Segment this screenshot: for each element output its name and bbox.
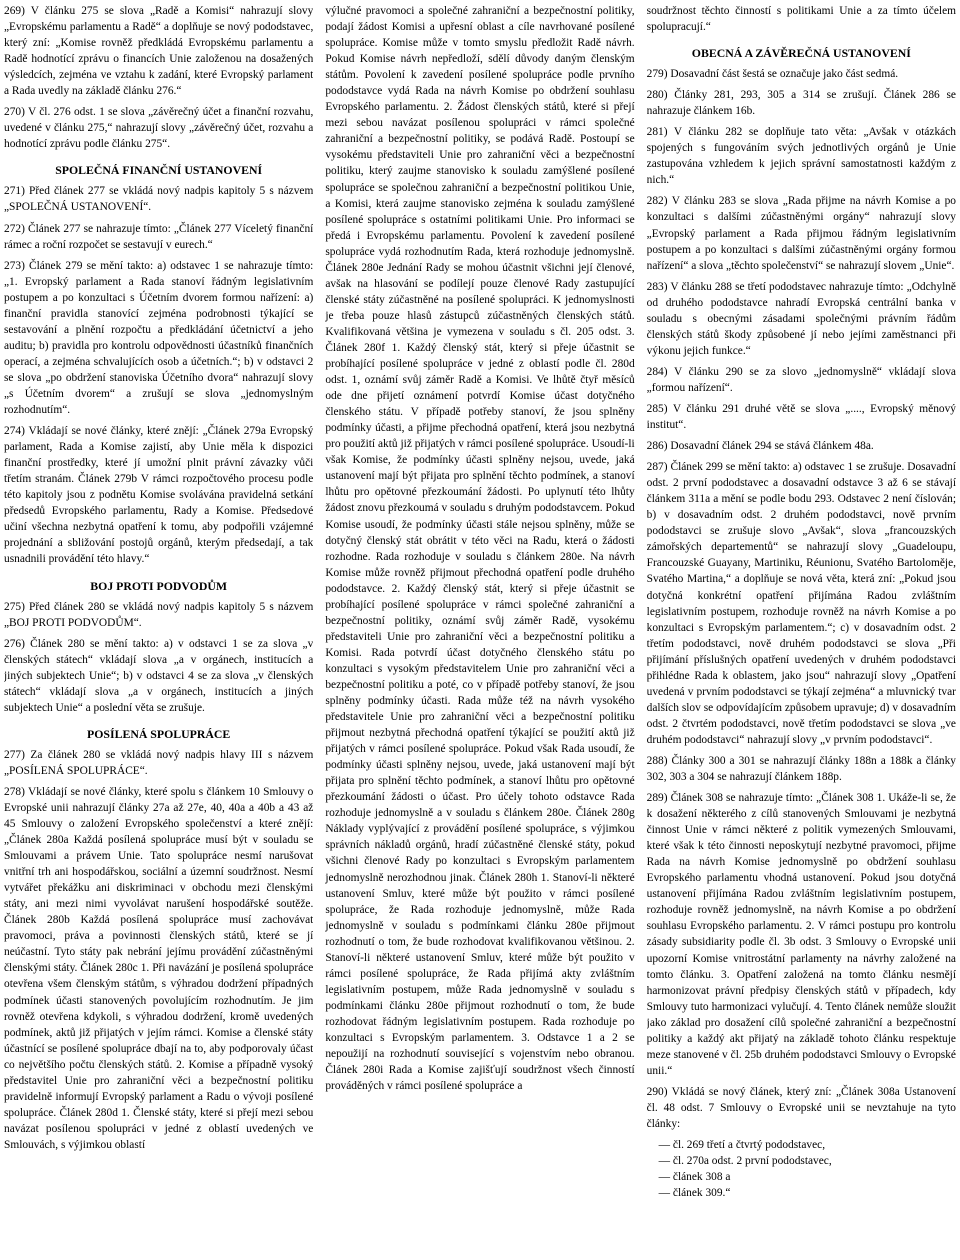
paragraph: 276) Článek 280 se mění takto: a) v odstavci 1 se za slova „v členských státech“ vkládají slova „a v orgánech, institucích a jiných subjektech Unie“; b) v odstavci 4 se za slova „v členských státech“ vkládají slova „a v orgánech, institucích a jiných subjektech Unie“ a poslední věta se zrušuje.: [4, 637, 314, 714]
paragraph: 269) V článku 275 se slova „Radě a Komisi“ nahrazují slovy „Evropskému parlamentu a Radě“ a doplňuje se nový pododstavec, který zní: „Komise rovněž předkládá Evropskému parlamentu a Radě hodnotící zprávu o financích Unie založenou na dosažených výsledcích, zejména ve vztahu k zadání, které Evropský parlament a Rada uvedly na základě článku 276.“: [4, 5, 314, 98]
paragraph: soudržnost těchto činností s politikami Unie a za tímto účelem spolupracují.“: [646, 5, 956, 34]
paragraph: 280) Články 281, 293, 305 a 314 se zrušují. Článek 286 se nahrazuje článkem 16b.: [646, 89, 956, 118]
article-list-item: — čl. 270a odst. 2 první pododstavec,: [658, 1155, 832, 1168]
paragraph: 286) Dosavadní článek 294 se stává článkem 48a.: [646, 440, 874, 453]
paragraph: 273) Článek 279 se mění takto: a) odstavec 1 se nahrazuje tímto: „1. Evropský parlament a Rada stanoví řádným legislativním postupem a po konzultaci s Účetním dvorem formou nařízení: a) finanční pravidla stanovící zejména podrobnosti týkající se sestavování a plnění rozpočtu a předkládání účetnictví a jeho auditu; b) pravidla pro kontrolu odpovědnosti účastníků finančních operací, a zejména schvalujících osob a účetních.“; b) v odstavci 2 se slova „po obdržení stanoviska Účetního dvora“ nahrazují slovy „s Účetním dvorem“ a zrušují se slova „jednomyslným rozhodnutím“.: [4, 259, 314, 417]
paragraph: 283) V článku 288 se třetí pododstavec nahrazuje tímto: „Odchylně od druhého pododstavce nahradí Evropská centrální banka v souladu s obecnými zásadami společnými právním řádům členských států škody způsobené jí nebo jejími zaměstnanci při výkonu jejich funkce.“: [646, 280, 956, 357]
article-list-item: — čl. 269 třetí a čtvrtý pododstavec,: [658, 1139, 826, 1152]
paragraph: 274) Vkládají se nové články, které znějí: „Článek 279a Evropský parlament, Rada a Komise zajistí, aby Unie měla k dispozici finanční prostředky, které jí umožní plnit právní závazky vůči třetím stranám. Článek 279b V rámci rozpočtového procesu podle této kapitoly jsou z podnětu Komise svolávána pravidelná setkání předsedů Evropského parlamentu, Rady a Komise. Předsedové učiní všechna nezbytná opatření k tomu, aby podpořili vzájemné projednání a sbližování postojů orgánů, kterým předsedají, a tak usnadnili provádění této hlavy.“: [4, 425, 314, 566]
paragraph: 277) Za článek 280 se vkládá nový nadpis hlavy III s názvem „POSÍLENÁ SPOLUPRÁCE“.: [4, 748, 314, 777]
article-list: [647, 1137, 956, 1201]
column-left: [4, 3, 313, 1260]
paragraph: 270) V čl. 276 odst. 1 se slova „závěrečný účet a finanční rozvahu, uvedené v článku 275,“ nahrazují slovy „závěrečný účet, rozvahu a hodnotící zprávu podle článku 275“.: [4, 106, 314, 151]
section-heading: SPOLEČNÁ FINANČNÍ USTANOVENÍ: [55, 163, 263, 178]
paragraph: 282) V článku 283 se slova „Rada přijme na návrh Komise a po konzultaci s dalšími zúčastněnými orgány“ nahrazují slovy „Evropský parlament a Rada přijmou řádným legislativním postupem a po konzultaci s dalšími zúčastněnými orgány formou nařízení“ a slova „těchto společenství“ se nahrazují slovem „Unie“.: [646, 195, 956, 272]
paragraph: 281) V článku 282 se doplňuje tato věta: „Avšak v otázkách spojených s fungováním svých jednotlivých orgánů je Unie zastupována vzhledem k jejich správní samostatnosti každým z nich.“: [646, 126, 956, 187]
paragraph: 278) Vkládají se nové články, které spolu s článkem 10 Smlouvy o Evropské unii nahrazují články 27a až 27e, 40, 40a a 40b a 43 až 45 Smlouvy o založení Evropského společenství a které znějí: „Článek 280a Každá posílená spolupráce musí být v souladu se Smlouvami a právem Unie. Tato spolupráce nesmí narušovat vnitřní trh ani hospodářskou, sociální a územní soudržnost. Nesmí vytvářet překážku ani diskriminaci v obchodu mezi členskými státy, ani mezi nimi vyvolávat narušení hospodářské soutěže. Článek 280b Každá posílená spolupráce musí zachovávat pravomoci, práva a povinnosti členských států, které se jí neúčastní. Tyto státy pak nebrání jejímu provádění zúčastněnými členskými státy. Článek 280c 1. Při navázání je posílená spolupráce otevřena všem členským státům, s výhradou dodržení případných podmínek účasti stanovených povolujícím rozhodnutím. Je jim rovněž otevřena kdykoli, s výhradou dodržení, kromě uvedených podmínek, aktů již přijatých v jejím rámci. Komise a členské státy účastnící se posílené spolupráce dbají na to, aby podporovaly účast co největšího počtu členských států. 2. Komise a případně vysoký představitel Unie pro zahraniční věci a bezpečnostní politiku pravidelně informují Evropský parlament a Radu o vývoji posílené spolupráce. Článek 280d 1. Členské státy, které si přejí mezi sebou navázat posílenou spolupráci v jedné z oblastí uvedených ve Smlouvách, s výjimkou oblastí: [4, 785, 314, 1151]
paragraph: 290) Vkládá se nový článek, který zní: „Článek 308a Ustanovení čl. 48 odst. 7 Smlouvy o Evropské unii se nevztahuje na tyto články:: [646, 1085, 956, 1130]
column-middle: [325, 3, 634, 1260]
paragraph: 275) Před článek 280 se vkládá nový nadpis kapitoly 5 s názvem „BOJ PROTI PODVODŮM“.: [4, 600, 314, 629]
column-right: [647, 3, 956, 1260]
paragraph: 271) Před článek 277 se vkládá nový nadpis kapitoly 5 s názvem „SPOLEČNÁ USTANOVENÍ“.: [4, 185, 314, 214]
article-list-item: — článek 309.“: [658, 1187, 731, 1200]
section-heading: BOJ PROTI PODVODŮM: [90, 578, 228, 593]
article-list-item: — článek 308 a: [658, 1171, 731, 1184]
paragraph: 285) V článku 291 druhé větě se slova „...., Evropský měnový institut“.: [646, 402, 956, 432]
paragraph: 288) Články 300 a 301 se nahrazují články 188n a 188k a články 302, 303 a 304 se nahrazují článkem 188p.: [646, 754, 956, 784]
section-heading: OBECNÁ A ZÁVĚREČNÁ USTANOVENÍ: [691, 46, 911, 61]
section-heading: POSÍLENÁ SPOLUPRÁCE: [87, 726, 231, 741]
paragraph: 287) Článek 299 se mění takto: a) odstavec 1 se zrušuje. Dosavadní odst. 2 první pododstavec a dosavadní odstavce 3 až 6 se stávají článkem 311a a mění se podle bodu 293. Odstavec 2 není číslován; b) v dosavadním odst. 2 druhém pododstavci, nově prvním pododstavci se zrušuje slovo „Avšak“, slova „francouzských zámořských departementů“ se nahrazují slovy „Guadeloupu, Francouzské Guayany, Martiniku, Réunionu, Svatého Bartoloměje, Svatého Martina,“ a doplňuje se nová věta, která zní: „Pokud jsou dotyčná konkrétní opatření přijímána Radou zvláštním legislativním postupem, rozhoduje rovněž na návrh Komise a po konzultaci s Evropským parlamentem.“; c) v dosavadním odst. 2 třetím pododstavci, nově druhém pododstavci se slova „Při přijímání příslušných opatření uvedených v druhém pododstavci přihlédne Rada k oblastem, jako jsou“ nahrazují slovy „Opatření uvedená v prvním pododstavci se týkají zejména“ a mluvnický tvar dalších slov se odpovídajícím způsobem upravuje; d) v dosavadním odst. 2 čtvrtém pododstavci, nově třetím pododstavci se slova „ve druhém pododstavci“ nahrazují slovy „v prvním pododstavci“.: [646, 461, 956, 746]
paragraph: 272) Článek 277 se nahrazuje tímto: „Článek 277 Víceletý finanční rámec a roční rozpočet se sestavují v eurech.“: [4, 222, 314, 251]
paragraph: výlučné pravomoci a společné zahraniční a bezpečnostní politiky, podají žádost Komisi a upřesní oblast a cíle navrhované posílené spolupráce. Komise může v tomto smyslu předložit Radě návrh. Pokud Komise návrh nepředloží, sdělí důvody daným členským státům. Povolení k zavedení posílené spolupráce podle prvního pododstavce vydá Rada na návrh Komise po obdržení souhlasu Evropského parlamentu. 2. Žádost členských států, které si přejí mezi sebou navázat posílenou spolupráci v rámci společné zahraniční a bezpečnostní politiky, se podává Radě. Postoupí se vysokému představiteli Unie pro zahraniční věci a bezpečnostní politiku, který zaujme stanovisko k souladu zamýšlené posílené spolupráce se společnou zahraniční a bezpečnostní politikou Unie, a Komisi, která zaujme stanovisko zejména k souladu zamýšlené posílené spolupráce s ostatními politikami Unie. Pro informaci se předá i Evropskému parlamentu. Povolení k zavedení posílené spolupráce vydá rozhodnutím Rada, která rozhoduje jednomyslně. Článek 280e Jednání Rady se mohou účastnit všichni její členové, avšak na hlasování se podílejí pouze členové Rady zastupující členské státy zúčastněné na posílené spolupráci. K jednomyslnosti je třeba pouze hlasů zástupců zúčastněných členských států. Kvalifikovaná většina je vymezena v souladu s čl. 205 odst. 3. Článek 280f 1. Každý členský stát, který si přeje účastnit se probíhající posílené spolupráce v jedné z oblastí podle čl. 280d odst. 1, oznámí svůj záměr Radě a Komisi. Ve lhůtě čtyř měsíců ode dne přijetí oznámení potvrdí Komise účast dotyčného členského státu. V případě potřeby stanoví, že jsou splněny podmínky účasti, a přijme přechodná opatření, která jsou nezbytná pro použití aktů již přijatých v rámci posílené spolupráce. Usoudí-li však Komise, že podmínky účasti splněny nejsou, uvede, jaká ustanovení mají být přijata pro splnění těchto podmínek, a stanoví lhůtu pro opětovné přezkoumání žádosti. Po uplynutí této lhůty žádost znovu přezkoumá v souladu s druhým pododstavcem. Pokud Komise usoudí, že podmínky účasti stále nejsou splněny, může se dotyčný členský stát obrátit v této věci na Radu, která o žádosti rozhodne. Rada rozhoduje v souladu s článkem 280e. Na návrh Komise může rovněž přijmout přechodná opatření podle druhého pododstavce. 2. Každý členský stát, který si přeje účastnit se probíhající posílené spolupráce v rámci společné zahraniční a bezpečnostní politiky, oznámí svůj záměr Radě, vysokému představiteli Unie pro zahraniční věci a bezpečnostní politiku a Komisi. Rada potvrdí účast dotyčného členského státu po konzultaci s vysokým představitelem Unie pro zahraniční věci a bezpečnostní politiku a poté, co v případě potřeby stanoví, že jsou splněny podmínky účasti. Rada může též na návrh vysokého představitele Unie pro zahraniční věci a bezpečnostní politiku přijmout nezbytná přechodná opatření týkající se použití aktů již přijatých v rámci posílené spolupráce. Pokud však Rada usoudí, že podmínky účasti splněny nejsou, uvede, jaká ustanovení mají být přijata pro splnění těchto podmínek, a stanoví lhůtu pro opětovné přezkoumání žádosti o účast. Pro účely tohoto odstavce Rada rozhoduje jednomyslně a v souladu s článkem 280e. Článek 280g Náklady vyplývající z provádění posílené spolupráce, s výjimkou správních nákladů orgánů, hradí zúčastněné členské státy, pokud všichni členové Rady po konzultaci s Evropským parlamentem jednomyslně nerozhodnou jinak. Článek 280h 1. Stanoví-li některé ustanovení Smluv, které může být použito v rámci posílené spolupráce, že Rada rozhoduje jednomyslně, může Rada jednomyslně v souladu s podmínkami článku 280e přijmout rozhodnutí o tom, že bude rozhodovat kvalifikovanou většinou. 2. Stanoví-li některé ustanovení Smluv, které může být použito v rámci posílené spolupráce, že Rada přijímá akty zvláštním legislativním postupem, může Rada jednomyslně v souladu s podmínkami článku 280e přijmout rozhodnutí o tom, že bude rozhodovat řádným legislativním postupem. Rada rozhoduje po konzultaci s Evropským parlamentem. 3. Odstavce 1 a 2 se nepoužijí na rozhodnutí související s vojenstvím nebo obranou. Článek 280i Rada a Komise zajišťují soudržnost všech činností prováděných v rámci posílené spolupráce a: [325, 5, 635, 1093]
paragraph: 279) Dosavadní část šestá se označuje jako část sedmá.: [646, 68, 899, 81]
paragraph: 289) Článek 308 se nahrazuje tímto: „Článek 308 1. Ukáže-li se, že k dosažení některého z cílů stanovených Smlouvami je nezbytná činnost Unie v rámci některé z politik vymezených Smlouvami, které však k této činnosti neposkytují nezbytné pravomoci, přijme Rada na návrh Komise jednomyslně po obdržení souhlasu Evropského parlamentu vhodná ustanovení. Pokud jsou dotyčná ustanovení přijímána Radou zvláštním legislativním postupem, rozhoduje rovněž jednomyslně, na návrh Komise a po obdržení souhlasu Evropského parlamentu. 2. V rámci postupu pro kontrolu zásady subsidiarity podle čl. 3b odst. 3 Smlouvy o Evropské unii upozorní Komise vnitrostátní parlamenty na návrhy založené na tomto článku. 3. Opatření založená na tomto článku nesmějí harmonizovat právní předpisy členských států v případech, kdy Smlouvy tuto harmonizaci vylučují. 4. Tento článek nemůže sloužit jako základ pro dosažení cílů společné zahraniční a bezpečnostní politiky a každý akt přijatý na základě tohoto článku respektuje meze stanovené v čl. 25b druhém pododstavci Smlouvy o Evropské unii.“: [646, 792, 956, 1077]
paragraph: 284) V článku 290 se za slovo „jednomyslně“ vkládají slova „formou nařízení“.: [646, 365, 956, 394]
